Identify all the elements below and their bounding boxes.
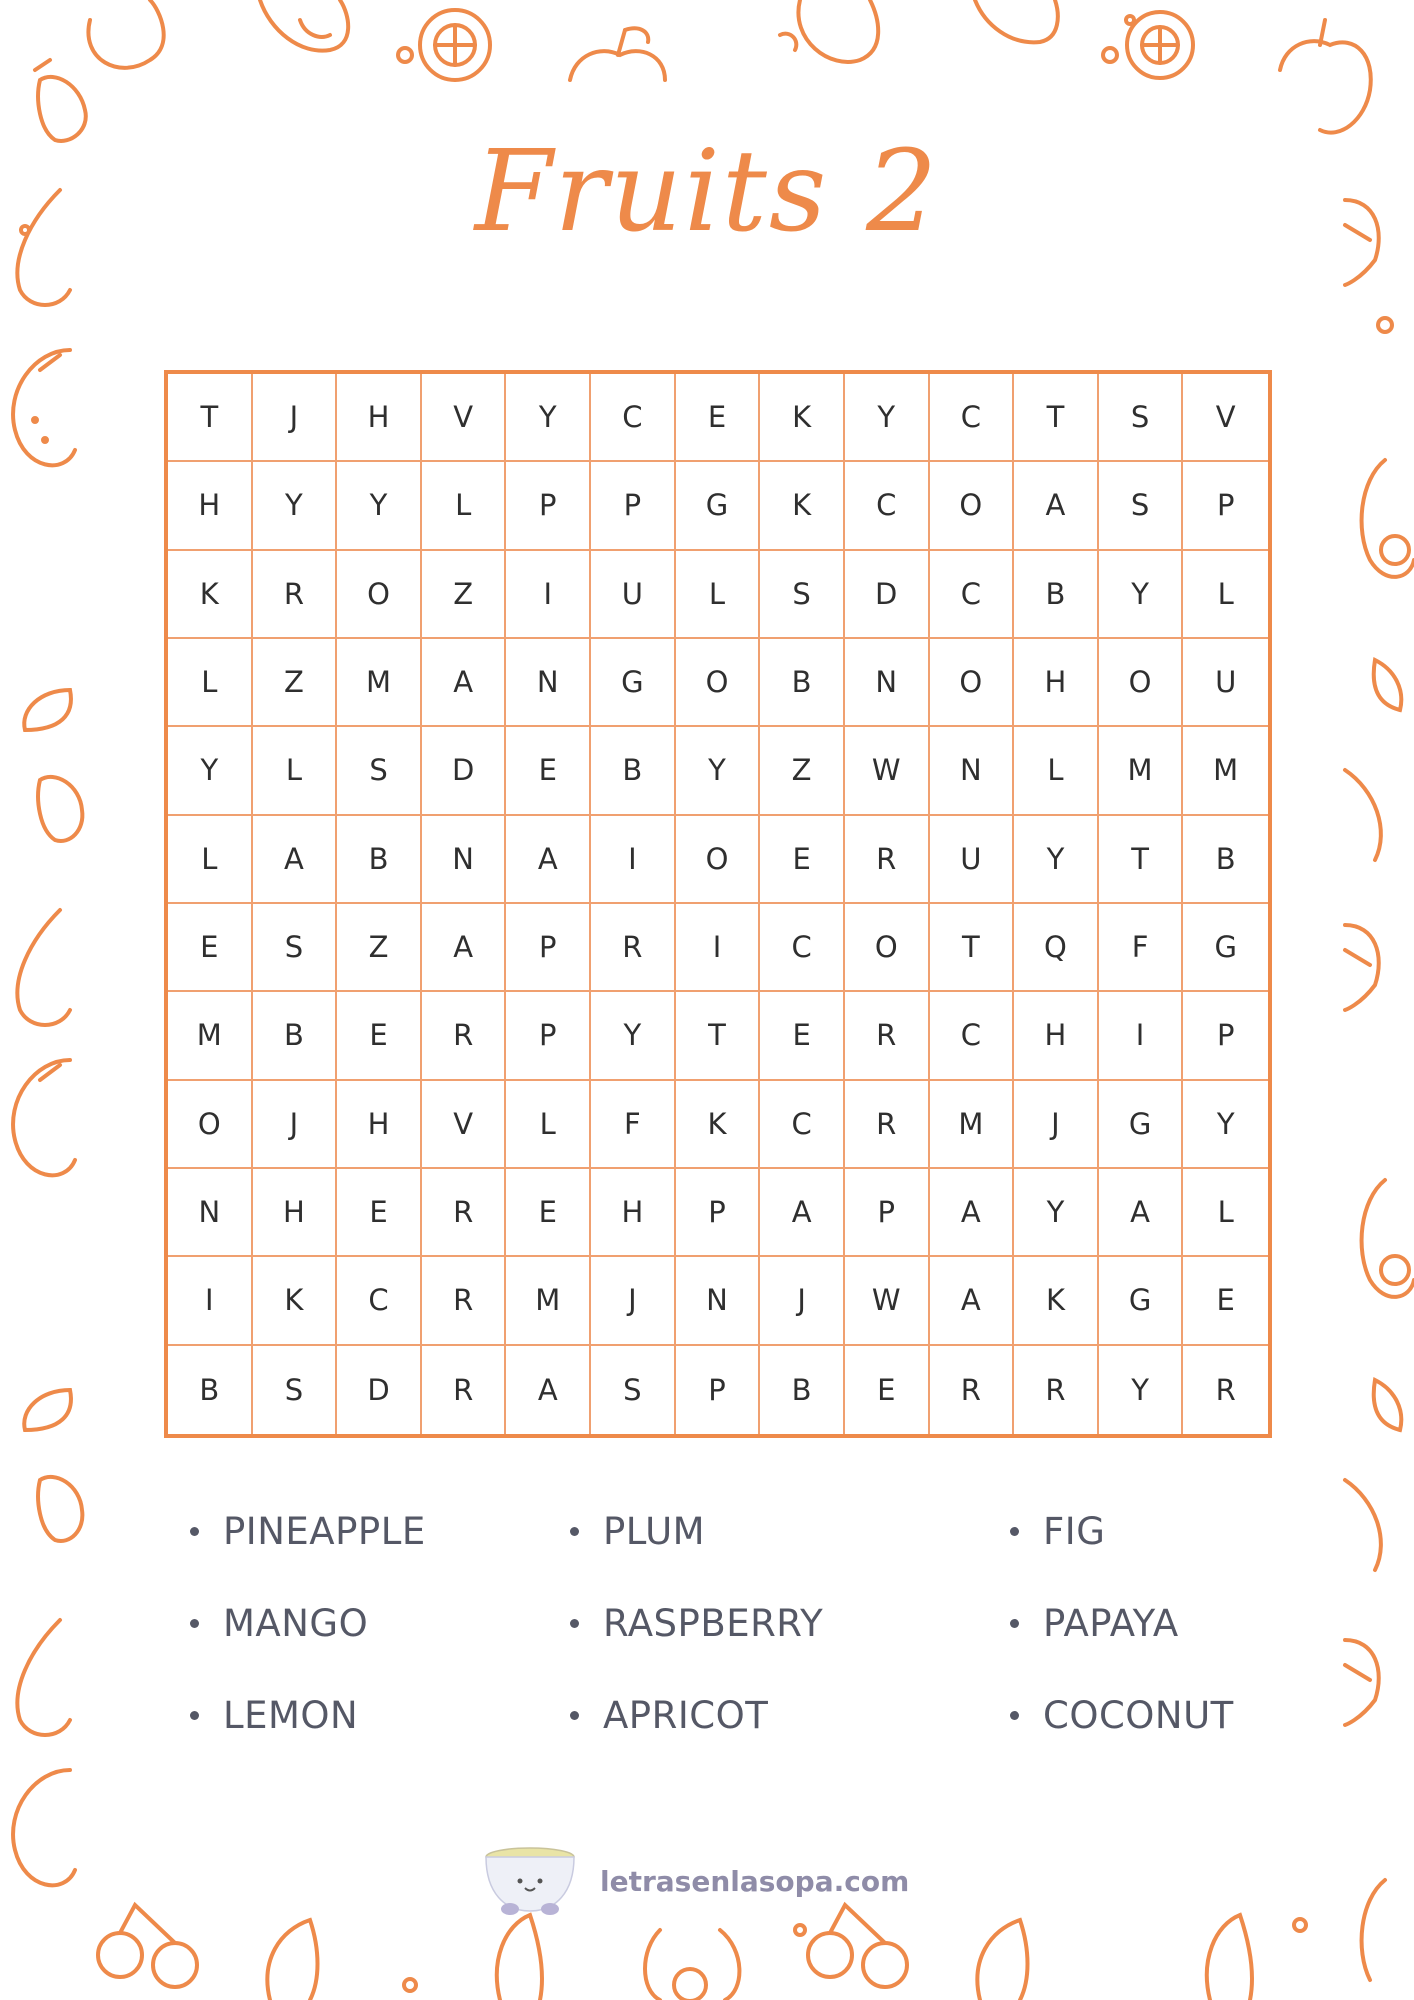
footer-brand bbox=[480, 1836, 940, 1926]
grid-cell[interactable]: A bbox=[506, 816, 591, 904]
word-list-item bbox=[190, 1510, 426, 1553]
orange-slice-icon bbox=[1374, 1380, 1402, 1430]
grid-cell[interactable]: R bbox=[253, 551, 338, 639]
grid-cell[interactable]: Y bbox=[1014, 816, 1099, 904]
grid-cell[interactable]: L bbox=[1183, 551, 1268, 639]
grid-cell[interactable]: N bbox=[930, 727, 1015, 815]
bullet-icon bbox=[1010, 1527, 1019, 1536]
grid-cell[interactable]: L bbox=[1014, 727, 1099, 815]
grid-cell[interactable]: Y bbox=[253, 462, 338, 550]
grid-cell[interactable]: R bbox=[591, 904, 676, 992]
grid-cell[interactable]: Y bbox=[1099, 551, 1184, 639]
word-label: APRICOT bbox=[603, 1694, 769, 1737]
bullet-icon bbox=[570, 1527, 579, 1536]
grid-cell[interactable]: W bbox=[845, 727, 930, 815]
word-label: FIG bbox=[1043, 1510, 1106, 1553]
grid-cell[interactable]: T bbox=[1014, 374, 1099, 462]
grid-cell[interactable]: L bbox=[422, 462, 507, 550]
grid-cell[interactable]: H bbox=[591, 1169, 676, 1257]
grid-cell[interactable]: A bbox=[1099, 1169, 1184, 1257]
grid-cell[interactable]: J bbox=[1014, 1081, 1099, 1169]
grid-cell[interactable]: L bbox=[168, 816, 253, 904]
grid-cell[interactable]: O bbox=[337, 551, 422, 639]
grid-cell[interactable]: K bbox=[760, 462, 845, 550]
grid-cell[interactable]: S bbox=[1099, 462, 1184, 550]
site-link[interactable]: letrasenlasopa.com bbox=[600, 1864, 910, 1898]
grid-cell[interactable]: R bbox=[422, 1257, 507, 1345]
strawberry-icon bbox=[38, 1477, 82, 1541]
pear-icon bbox=[975, 0, 1058, 42]
grid-cell[interactable]: A bbox=[930, 1169, 1015, 1257]
grid-cell[interactable]: Y bbox=[591, 992, 676, 1080]
grid-cell[interactable]: E bbox=[760, 816, 845, 904]
word-list-item bbox=[1010, 1602, 1179, 1645]
grid-cell[interactable]: C bbox=[760, 904, 845, 992]
word-label: RASPBERRY bbox=[603, 1602, 824, 1645]
grid-cell[interactable]: A bbox=[1014, 462, 1099, 550]
grid-cell[interactable]: R bbox=[930, 1346, 1015, 1434]
grid-cell[interactable]: F bbox=[591, 1081, 676, 1169]
word-label: MANGO bbox=[223, 1602, 369, 1645]
banana-icon bbox=[404, 1915, 542, 2000]
avocado-icon bbox=[1362, 1180, 1414, 1297]
grid-cell[interactable]: G bbox=[1183, 904, 1268, 992]
watermelon-icon bbox=[977, 1920, 1027, 2000]
grid-cell[interactable]: M bbox=[1183, 727, 1268, 815]
grid-cell[interactable]: P bbox=[676, 1346, 761, 1434]
grid-cell[interactable]: D bbox=[845, 551, 930, 639]
apple-icon bbox=[13, 1060, 75, 1175]
word-label: COCONUT bbox=[1043, 1694, 1234, 1737]
grid-cell[interactable]: I bbox=[168, 1257, 253, 1345]
grid-cell[interactable]: K bbox=[253, 1257, 338, 1345]
grid-cell[interactable]: B bbox=[168, 1346, 253, 1434]
grid-cell[interactable]: B bbox=[760, 1346, 845, 1434]
bowl-mascot-icon bbox=[480, 1843, 580, 1919]
grid-cell[interactable]: I bbox=[676, 904, 761, 992]
grid-cell[interactable]: J bbox=[253, 374, 338, 462]
grid-cell[interactable]: R bbox=[422, 992, 507, 1080]
grid-cell[interactable]: H bbox=[168, 462, 253, 550]
strawberry-icon bbox=[38, 777, 82, 841]
grid-cell[interactable]: E bbox=[168, 904, 253, 992]
pear-icon bbox=[1345, 770, 1381, 860]
grid-cell[interactable]: P bbox=[676, 1169, 761, 1257]
grid-cell[interactable]: Y bbox=[506, 374, 591, 462]
grid-cell[interactable]: O bbox=[168, 1081, 253, 1169]
grid-cell[interactable]: Y bbox=[168, 727, 253, 815]
grid-cell[interactable]: C bbox=[591, 374, 676, 462]
grid-cell[interactable]: A bbox=[760, 1169, 845, 1257]
orange-slice-icon bbox=[24, 690, 71, 730]
grid-cell[interactable]: E bbox=[845, 1346, 930, 1434]
pear-icon bbox=[1345, 1480, 1381, 1570]
word-list-item bbox=[1010, 1694, 1234, 1737]
grid-cell[interactable]: U bbox=[591, 551, 676, 639]
grid-cell[interactable]: H bbox=[337, 374, 422, 462]
apple-icon bbox=[13, 1770, 75, 1885]
grid-cell[interactable]: E bbox=[506, 727, 591, 815]
grid-cell[interactable]: C bbox=[760, 1081, 845, 1169]
page-title: Fruits 2 bbox=[474, 127, 940, 257]
grid-cell[interactable]: L bbox=[168, 639, 253, 727]
orange-slice-icon bbox=[1345, 925, 1379, 1010]
grid-cell[interactable]: R bbox=[422, 1169, 507, 1257]
grid-cell[interactable]: R bbox=[845, 992, 930, 1080]
grid-cell[interactable]: L bbox=[1183, 1169, 1268, 1257]
grid-cell[interactable]: O bbox=[930, 639, 1015, 727]
word-search-grid bbox=[164, 370, 1272, 1438]
orange-slice-icon bbox=[398, 10, 490, 80]
pear-icon bbox=[260, 0, 348, 51]
grid-cell[interactable]: G bbox=[676, 462, 761, 550]
grid-cell[interactable]: S bbox=[337, 727, 422, 815]
grid-cell[interactable]: P bbox=[845, 1169, 930, 1257]
grid-cell[interactable]: J bbox=[760, 1257, 845, 1345]
grid-cell[interactable]: Z bbox=[760, 727, 845, 815]
orange-slice-icon bbox=[24, 1390, 71, 1430]
grid-cell[interactable]: G bbox=[591, 639, 676, 727]
grid-cell[interactable]: C bbox=[337, 1257, 422, 1345]
bullet-icon bbox=[1010, 1619, 1019, 1628]
grid-cell[interactable]: E bbox=[676, 374, 761, 462]
grid-cell[interactable]: T bbox=[930, 904, 1015, 992]
grid-cell[interactable]: W bbox=[845, 1257, 930, 1345]
grid-cell[interactable]: C bbox=[845, 462, 930, 550]
apple-icon bbox=[1280, 20, 1371, 133]
banana-icon bbox=[1207, 1915, 1306, 2000]
grid-cell[interactable]: S bbox=[1099, 374, 1184, 462]
grid-cell[interactable]: C bbox=[930, 374, 1015, 462]
grid-cell[interactable]: R bbox=[1014, 1346, 1099, 1434]
grid-cell[interactable]: R bbox=[1215, 1372, 1236, 1407]
grid-cell[interactable]: H bbox=[337, 1081, 422, 1169]
pear-icon bbox=[88, 0, 163, 68]
grid-cell[interactable]: L bbox=[253, 727, 338, 815]
grid-cell[interactable]: A bbox=[253, 816, 338, 904]
grid-cell[interactable]: P bbox=[1183, 992, 1268, 1080]
grid-cell[interactable]: M bbox=[930, 1081, 1015, 1169]
grid-cell[interactable]: K bbox=[168, 551, 253, 639]
grid-cell[interactable]: H bbox=[1014, 992, 1099, 1080]
bullet-icon bbox=[190, 1619, 199, 1628]
grid-cell[interactable]: K bbox=[760, 374, 845, 462]
avocado-icon bbox=[645, 1930, 739, 2000]
grid-cell[interactable]: B bbox=[337, 816, 422, 904]
grid-cell[interactable]: O bbox=[930, 462, 1015, 550]
grid-cell[interactable]: G bbox=[1099, 1081, 1184, 1169]
grid-cell[interactable]: O bbox=[845, 904, 930, 992]
grid-cell[interactable]: L bbox=[676, 551, 761, 639]
grid-cell[interactable]: Y bbox=[337, 462, 422, 550]
grid-cell[interactable]: A bbox=[506, 1346, 591, 1434]
grid-cell[interactable]: J bbox=[591, 1257, 676, 1345]
grid-cell[interactable]: B bbox=[1183, 816, 1268, 904]
grid-cell[interactable]: G bbox=[1099, 1257, 1184, 1345]
grid-cell[interactable]: K bbox=[676, 1081, 761, 1169]
orange-slice-icon bbox=[1103, 12, 1193, 78]
grid-cell[interactable]: O bbox=[676, 816, 761, 904]
apple-icon bbox=[13, 350, 75, 465]
grid-cell[interactable]: P bbox=[506, 992, 591, 1080]
grid-cell[interactable]: M bbox=[168, 992, 253, 1080]
grid-cell[interactable]: S bbox=[253, 904, 338, 992]
bullet-icon bbox=[570, 1711, 579, 1720]
pear-icon bbox=[17, 910, 70, 1025]
grid-cell[interactable]: I bbox=[506, 551, 591, 639]
grid-cell[interactable]: T bbox=[1099, 816, 1184, 904]
word-list-item bbox=[190, 1602, 368, 1645]
grid-cell[interactable]: R bbox=[845, 1081, 930, 1169]
grid-cell[interactable]: A bbox=[930, 1257, 1015, 1345]
word-list-item bbox=[190, 1694, 358, 1737]
pear-icon bbox=[17, 1620, 70, 1735]
grid-cell[interactable]: P bbox=[1183, 462, 1268, 550]
apple-icon bbox=[570, 28, 665, 80]
grid-cell[interactable]: V bbox=[422, 1081, 507, 1169]
grid-cell[interactable]: M bbox=[337, 639, 422, 727]
grid-cell[interactable]: O bbox=[1099, 639, 1184, 727]
grid-cell[interactable]: A bbox=[422, 904, 507, 992]
grid-cell[interactable]: S bbox=[760, 551, 845, 639]
word-list-item bbox=[570, 1694, 768, 1737]
grid-cell[interactable]: P bbox=[506, 904, 591, 992]
grid-cell[interactable]: V bbox=[1183, 374, 1268, 462]
bullet-icon bbox=[190, 1527, 199, 1536]
grid-cell[interactable]: B bbox=[760, 639, 845, 727]
grid-cell[interactable]: N bbox=[676, 1257, 761, 1345]
grid-cell[interactable]: B bbox=[253, 992, 338, 1080]
word-list-item bbox=[570, 1510, 705, 1553]
bullet-icon bbox=[190, 1711, 199, 1720]
word-label: PINEAPPLE bbox=[223, 1510, 426, 1553]
grid-cell[interactable]: Y bbox=[1014, 1169, 1099, 1257]
grid-cell[interactable]: L bbox=[506, 1081, 591, 1169]
word-list-item bbox=[1010, 1510, 1105, 1553]
avocado-icon bbox=[1362, 1880, 1385, 1980]
grid-cell[interactable]: A bbox=[422, 639, 507, 727]
grid-cell[interactable]: M bbox=[1099, 727, 1184, 815]
grid-cell[interactable]: E bbox=[337, 992, 422, 1080]
grid-cell[interactable]: S bbox=[591, 1346, 676, 1434]
grid-cell[interactable]: H bbox=[1014, 639, 1099, 727]
grid-cell[interactable]: N bbox=[422, 816, 507, 904]
bullet-icon bbox=[570, 1619, 579, 1628]
avocado-icon bbox=[1362, 460, 1414, 577]
grid-cell[interactable]: N bbox=[506, 639, 591, 727]
grid-cell[interactable]: P bbox=[506, 462, 591, 550]
watermelon-icon bbox=[267, 1920, 317, 2000]
grid-cell[interactable]: K bbox=[1014, 1257, 1099, 1345]
grid-cell[interactable]: N bbox=[168, 1169, 253, 1257]
grid-cell[interactable]: Q bbox=[1014, 904, 1099, 992]
word-label: PAPAYA bbox=[1043, 1602, 1179, 1645]
grid-cell[interactable]: Z bbox=[253, 639, 338, 727]
grid-cell[interactable]: Z bbox=[422, 551, 507, 639]
grid-cell[interactable]: M bbox=[506, 1257, 591, 1345]
grid-cell[interactable]: N bbox=[845, 639, 930, 727]
grid-cell[interactable]: S bbox=[253, 1346, 338, 1434]
grid-cell[interactable]: R bbox=[845, 816, 930, 904]
word-list bbox=[190, 1510, 1270, 1810]
cherries-icon bbox=[98, 1905, 197, 1987]
grid-cell[interactable]: Y bbox=[1183, 1081, 1268, 1169]
bullet-icon bbox=[1010, 1711, 1019, 1720]
pear-icon bbox=[780, 0, 878, 62]
grid-cell[interactable]: E bbox=[337, 1169, 422, 1257]
grid-cell[interactable]: I bbox=[1099, 992, 1184, 1080]
grid-cell[interactable]: Z bbox=[337, 904, 422, 992]
grid-cell[interactable]: F bbox=[1099, 904, 1184, 992]
word-label: PLUM bbox=[603, 1510, 706, 1553]
grid-cell[interactable]: E bbox=[506, 1169, 591, 1257]
grid-cell[interactable]: T bbox=[676, 992, 761, 1080]
grid-cell[interactable]: T bbox=[168, 374, 253, 462]
grid-cell[interactable]: U bbox=[930, 816, 1015, 904]
grid-cell[interactable]: Y bbox=[676, 727, 761, 815]
orange-slice-icon bbox=[1345, 1640, 1379, 1725]
grid-cell[interactable]: E bbox=[1183, 1257, 1268, 1345]
grid-cell[interactable]: D bbox=[337, 1346, 422, 1434]
grid-cell[interactable]: B bbox=[591, 727, 676, 815]
grid-cell[interactable]: B bbox=[1014, 551, 1099, 639]
grid-cell[interactable]: I bbox=[591, 816, 676, 904]
grid-cell[interactable]: O bbox=[676, 639, 761, 727]
orange-slice-icon bbox=[1374, 660, 1402, 710]
word-list-item bbox=[570, 1602, 823, 1645]
grid-cell[interactable]: R bbox=[422, 1346, 507, 1434]
grid-cell[interactable]: U bbox=[1183, 639, 1268, 727]
grid-cell[interactable]: D bbox=[422, 727, 507, 815]
grid-cell[interactable]: C bbox=[930, 992, 1015, 1080]
grid-cell[interactable]: H bbox=[253, 1169, 338, 1257]
grid-cell[interactable]: J bbox=[253, 1081, 338, 1169]
grid-cell[interactable]: P bbox=[591, 462, 676, 550]
grid-cell[interactable]: C bbox=[930, 551, 1015, 639]
grid-cell[interactable]: Y bbox=[1099, 1346, 1184, 1434]
grid-cell[interactable]: V bbox=[422, 374, 507, 462]
word-label: LEMON bbox=[223, 1694, 359, 1737]
grid-cell[interactable]: E bbox=[760, 992, 845, 1080]
grid-cell[interactable]: Y bbox=[845, 374, 930, 462]
